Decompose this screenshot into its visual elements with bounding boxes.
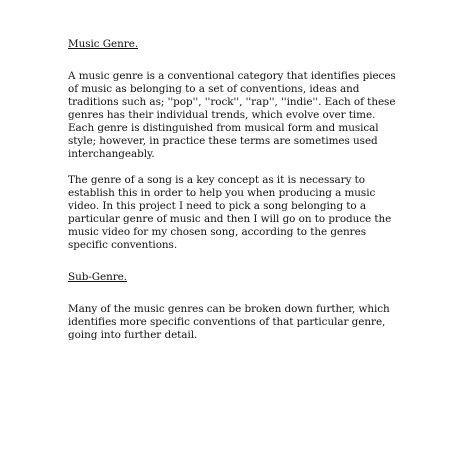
spacer (68, 51, 398, 70)
spacer (68, 284, 398, 303)
document-body (68, 38, 398, 342)
spacer (68, 161, 398, 174)
spacer (68, 252, 398, 271)
section-heading-sub-genre: Sub-Genre. (68, 271, 128, 283)
paragraph-sub-genre: Many of the music genres can be broken down further, which identifies more specific conventions of that particular genre, going into further detail. (68, 303, 390, 341)
paragraph-genre-importance: The genre of a song is a key concept as it is necessary to establish this in order to help you when producing a music video. In this project I need to pick a song belonging to a particular genre of music and then I will go on to produce the music video for my chosen song, according to the genres specific conventions. (68, 174, 392, 251)
paragraph-genre-definition: A music genre is a conventional category that identifies pieces of music as belonging to a set of conventions, ideas and traditions such as; ''pop'', ''rock'', ''rap'', ''indie''. Each of these genres has their individual trends, which evolve over time. Each genre is distinguished from musical form and musical style; however, in practice these terms are sometimes used interchangeably. (68, 70, 396, 160)
section-heading-music-genre: Music Genre. (68, 38, 139, 50)
